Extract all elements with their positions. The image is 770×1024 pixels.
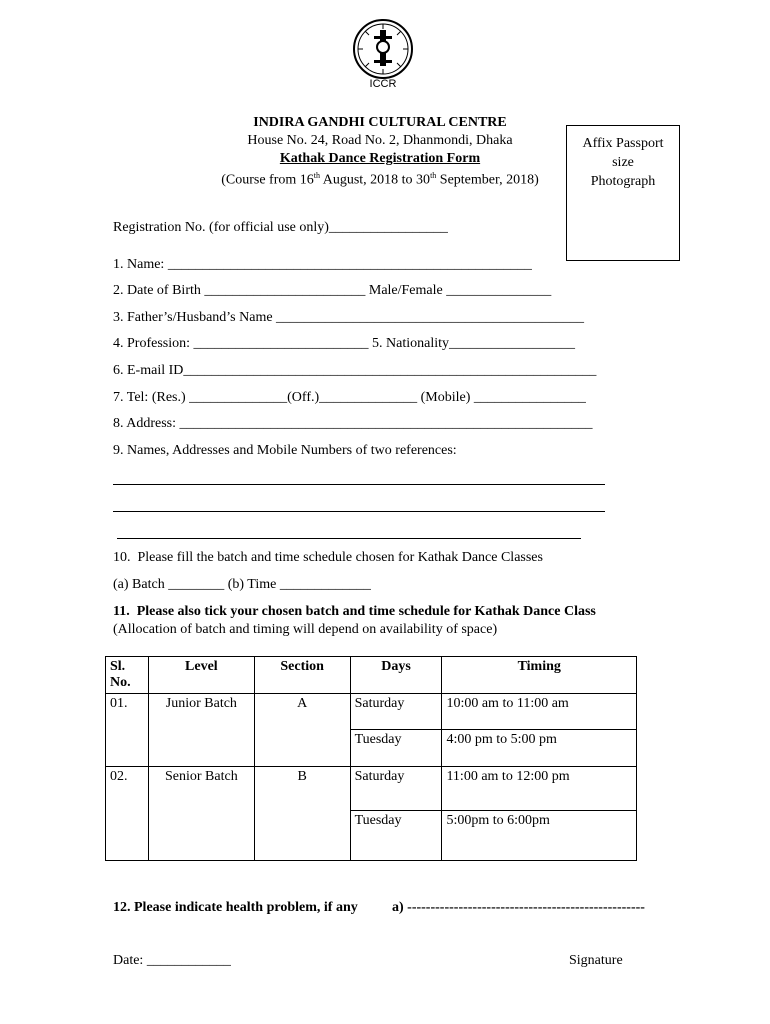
table-header-row — [106, 657, 637, 694]
col-header-section: Section — [254, 657, 350, 694]
iccr-logo — [352, 18, 414, 92]
col-header-level: Level — [148, 657, 254, 694]
profession-nationality-field[interactable]: 4. Profession: _________________________ 5. Nationality__________________ — [113, 336, 575, 351]
address-field[interactable]: 8. Address: ___________________________________________________________ — [113, 416, 593, 431]
date-field[interactable]: Date: ____________ — [113, 953, 231, 968]
org-address: House No. 24, Road No. 2, Dhanmondi, Dhaka — [247, 133, 513, 148]
telephone-field[interactable]: 7. Tel: (Res.) ______________(Off.)______________ (Mobile) ________________ — [113, 390, 586, 405]
col-header-sl: Sl. No. — [106, 657, 149, 694]
cell-sl: 01. — [106, 694, 149, 767]
dob-gender-field[interactable]: 2. Date of Birth _______________________ Male/Female _______________ — [113, 283, 552, 298]
name-field[interactable]: 1. Name: ____________________________________________________ — [113, 257, 532, 272]
photo-box-line3: Photograph — [590, 174, 656, 189]
email-field[interactable]: 6. E-mail ID___________________________________________________________ — [113, 363, 597, 378]
cell-sl: 02. — [106, 767, 149, 861]
cell-level: Junior Batch — [148, 694, 254, 767]
cell-day[interactable]: Tuesday — [350, 811, 442, 861]
q10-label: 10. Please fill the batch and time schedule chosen for Kathak Dance Classes — [113, 550, 543, 565]
cell-timing[interactable]: 5:00pm to 6:00pm — [442, 811, 637, 861]
table-row[interactable] — [106, 694, 637, 730]
cell-section: B — [254, 767, 350, 861]
health-label: 12. Please indicate health problem, if any — [113, 900, 358, 915]
registration-no-field[interactable]: Registration No. (for official use only)_________________ — [113, 220, 448, 235]
photo-box-line2: size — [612, 155, 634, 170]
logo-caption: ICCR — [369, 78, 397, 90]
col-header-timing: Timing — [442, 657, 637, 694]
schedule-table — [105, 656, 637, 861]
cell-timing[interactable]: 11:00 am to 12:00 pm — [442, 767, 637, 811]
health-answer-field[interactable]: a) --------------------------------------------------- — [392, 900, 645, 915]
cell-timing[interactable]: 10:00 am to 11:00 am — [442, 694, 637, 730]
cell-day[interactable]: Tuesday — [350, 730, 442, 767]
col-header-days: Days — [350, 657, 442, 694]
course-dates: (Course from 16th August, 2018 to 30th September, 2018) — [221, 171, 539, 188]
cell-day[interactable]: Saturday — [350, 767, 442, 811]
q11-title: 11. Please also tick your chosen batch and time schedule for Kathak Dance Class — [113, 604, 596, 619]
iccr-emblem-icon — [352, 18, 414, 80]
reference-line-1[interactable] — [113, 484, 605, 485]
cell-level: Senior Batch — [148, 767, 254, 861]
father-husband-name-field[interactable]: 3. Father’s/Husband’s Name ____________________________________________ — [113, 310, 585, 325]
q11-note: (Allocation of batch and timing will depend on availability of space) — [113, 622, 498, 637]
photo-box-line1: Affix Passport — [582, 136, 664, 151]
cell-timing[interactable]: 4:00 pm to 5:00 pm — [442, 730, 637, 767]
cell-day[interactable]: Saturday — [350, 694, 442, 730]
signature-label: Signature — [569, 953, 623, 968]
form-title: Kathak Dance Registration Form — [279, 151, 481, 166]
batch-time-field[interactable]: (a) Batch ________ (b) Time _____________ — [113, 577, 371, 592]
references-label: 9. Names, Addresses and Mobile Numbers of two references: — [113, 443, 457, 458]
reference-line-2[interactable] — [113, 511, 605, 512]
cell-section: A — [254, 694, 350, 767]
org-name: INDIRA GANDHI CULTURAL CENTRE — [253, 115, 507, 130]
table-row[interactable] — [106, 767, 637, 811]
passport-photo-box[interactable] — [566, 125, 680, 261]
reference-line-3[interactable] — [117, 538, 581, 539]
